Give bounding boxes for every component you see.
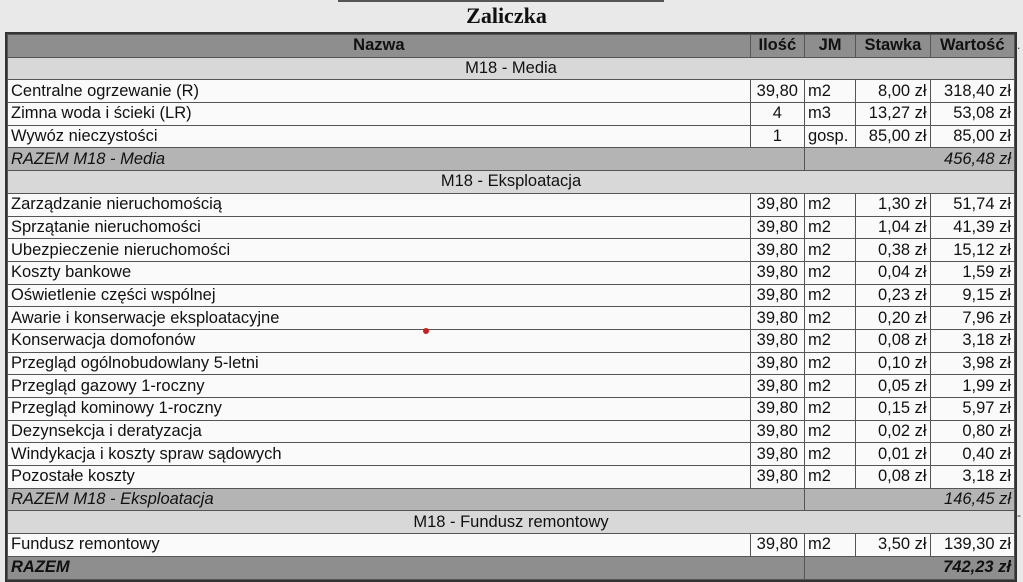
item-rate: 0,23 zł [856, 284, 930, 307]
item-rate: 0,04 zł [856, 261, 930, 284]
total-value: 742,23 zł [804, 556, 1014, 579]
item-qty: 39,80 [750, 443, 804, 466]
edge-mark-bottom: - [1017, 508, 1021, 522]
total-label: RAZEM [8, 556, 805, 579]
item-rate: 0,08 zł [856, 329, 930, 352]
table-row [8, 103, 1015, 126]
item-unit: m2 [804, 284, 855, 307]
item-rate: 3,50 zł [856, 534, 930, 557]
column-header-jm: JM [804, 35, 855, 58]
item-value: 3,18 zł [930, 329, 1014, 352]
subtotal-row [8, 148, 1015, 171]
item-name: Awarie i konserwacje eksploatacyjne [8, 307, 751, 330]
document-title: Zaliczka [466, 3, 547, 28]
item-name: Przegląd gazowy 1-roczny [8, 375, 751, 398]
section-header-row [8, 511, 1015, 534]
item-unit: m2 [804, 80, 855, 103]
item-value: 318,40 zł [930, 80, 1014, 103]
red-dot-marker [423, 328, 429, 334]
table-row [8, 216, 1015, 239]
table-row [8, 80, 1015, 103]
section-header: M18 - Fundusz remontowy [8, 511, 1015, 534]
item-unit: m2 [804, 375, 855, 398]
section-header-row [8, 57, 1015, 80]
item-name: Sprzątanie nieruchomości [8, 216, 751, 239]
statement-table [7, 34, 1015, 580]
item-unit: m2 [804, 352, 855, 375]
item-name: Koszty bankowe [8, 261, 751, 284]
item-rate: 0,38 zł [856, 239, 930, 262]
item-rate: 0,10 zł [856, 352, 930, 375]
table-row [8, 307, 1015, 330]
item-rate: 1,04 zł [856, 216, 930, 239]
item-value: 9,15 zł [930, 284, 1014, 307]
item-name: Przegląd kominowy 1-roczny [8, 398, 751, 421]
column-header-rate: Stawka [856, 35, 930, 58]
item-value: 5,97 zł [930, 398, 1014, 421]
item-qty: 39,80 [750, 420, 804, 443]
item-unit: gosp. [804, 125, 855, 148]
item-qty: 39,80 [750, 193, 804, 216]
item-unit: m2 [804, 443, 855, 466]
item-value: 85,00 zł [930, 125, 1014, 148]
item-rate: 0,01 zł [856, 443, 930, 466]
item-unit: m3 [804, 103, 855, 126]
item-value: 3,18 zł [930, 466, 1014, 489]
item-unit: m2 [804, 307, 855, 330]
item-qty: 39,80 [750, 216, 804, 239]
item-value: 15,12 zł [930, 239, 1014, 262]
item-unit: m2 [804, 239, 855, 262]
subtotal-value: 146,45 zł [804, 488, 1014, 511]
column-header-value: Wartość [930, 35, 1014, 58]
header-row [8, 35, 1015, 58]
table-row [8, 329, 1015, 352]
item-qty: 39,80 [750, 534, 804, 557]
item-unit: m2 [804, 216, 855, 239]
item-qty: 39,80 [750, 329, 804, 352]
item-name: Przegląd ogólnobudowlany 5-letni [8, 352, 751, 375]
item-rate: 0,08 zł [856, 466, 930, 489]
item-value: 1,59 zł [930, 261, 1014, 284]
item-rate: 8,00 zł [856, 80, 930, 103]
item-qty: 39,80 [750, 284, 804, 307]
item-qty: 1 [750, 125, 804, 148]
top-rule [338, 0, 664, 2]
item-name: Windykacja i koszty spraw sądowych [8, 443, 751, 466]
subtotal-label: RAZEM M18 - Eksploatacja [8, 488, 805, 511]
item-qty: 39,80 [750, 466, 804, 489]
table-row [8, 239, 1015, 262]
item-name: Konserwacja domofonów [8, 329, 751, 352]
section-header: M18 - Media [8, 57, 1015, 80]
table-row [8, 420, 1015, 443]
item-qty: 39,80 [750, 352, 804, 375]
section-header-row [8, 171, 1015, 194]
section-header: M18 - Eksploatacja [8, 171, 1015, 194]
table-row [8, 193, 1015, 216]
table-body [8, 57, 1015, 579]
item-name: Zarządzanie nieruchomością [8, 193, 751, 216]
item-qty: 39,80 [750, 239, 804, 262]
item-rate: 0,02 zł [856, 420, 930, 443]
item-rate: 0,20 zł [856, 307, 930, 330]
item-value: 51,74 zł [930, 193, 1014, 216]
item-value: 0,40 zł [930, 443, 1014, 466]
table-row [8, 261, 1015, 284]
item-unit: m2 [804, 261, 855, 284]
table-row [8, 375, 1015, 398]
item-name: Pozostałe koszty [8, 466, 751, 489]
item-qty: 39,80 [750, 398, 804, 421]
item-qty: 4 [750, 103, 804, 126]
item-unit: m2 [804, 329, 855, 352]
item-value: 53,08 zł [930, 103, 1014, 126]
item-unit: m2 [804, 534, 855, 557]
item-rate: 0,15 zł [856, 398, 930, 421]
item-name: Ubezpieczenie nieruchomości [8, 239, 751, 262]
item-rate: 85,00 zł [856, 125, 930, 148]
statement-table-container [5, 32, 1017, 582]
item-unit: m2 [804, 193, 855, 216]
item-rate: 1,30 zł [856, 193, 930, 216]
item-qty: 39,80 [750, 375, 804, 398]
item-rate: 0,05 zł [856, 375, 930, 398]
item-name: Dezynsekcja i deratyzacja [8, 420, 751, 443]
table-row [8, 125, 1015, 148]
item-value: 41,39 zł [930, 216, 1014, 239]
item-value: 1,99 zł [930, 375, 1014, 398]
table-row [8, 534, 1015, 557]
edge-mark-top: . [1017, 38, 1021, 52]
item-name: Oświetlenie części wspólnej [8, 284, 751, 307]
item-name: Zimna woda i ścieki (LR) [8, 103, 751, 126]
item-qty: 39,80 [750, 261, 804, 284]
item-value: 0,80 zł [930, 420, 1014, 443]
total-row [8, 556, 1015, 579]
item-value: 7,96 zł [930, 307, 1014, 330]
subtotal-row [8, 488, 1015, 511]
item-unit: m2 [804, 466, 855, 489]
item-qty: 39,80 [750, 80, 804, 103]
table-row [8, 284, 1015, 307]
column-header-name: Nazwa [8, 35, 751, 58]
item-qty: 39,80 [750, 307, 804, 330]
item-unit: m2 [804, 398, 855, 421]
table-row [8, 398, 1015, 421]
item-rate: 13,27 zł [856, 103, 930, 126]
item-name: Fundusz remontowy [8, 534, 751, 557]
table-row [8, 466, 1015, 489]
item-name: Wywóz nieczystości [8, 125, 751, 148]
item-value: 3,98 zł [930, 352, 1014, 375]
item-unit: m2 [804, 420, 855, 443]
table-row [8, 443, 1015, 466]
subtotal-value: 456,48 zł [804, 148, 1014, 171]
column-header-qty: Ilość [750, 35, 804, 58]
table-row [8, 352, 1015, 375]
item-value: 139,30 zł [930, 534, 1014, 557]
subtotal-label: RAZEM M18 - Media [8, 148, 805, 171]
item-name: Centralne ogrzewanie (R) [8, 80, 751, 103]
